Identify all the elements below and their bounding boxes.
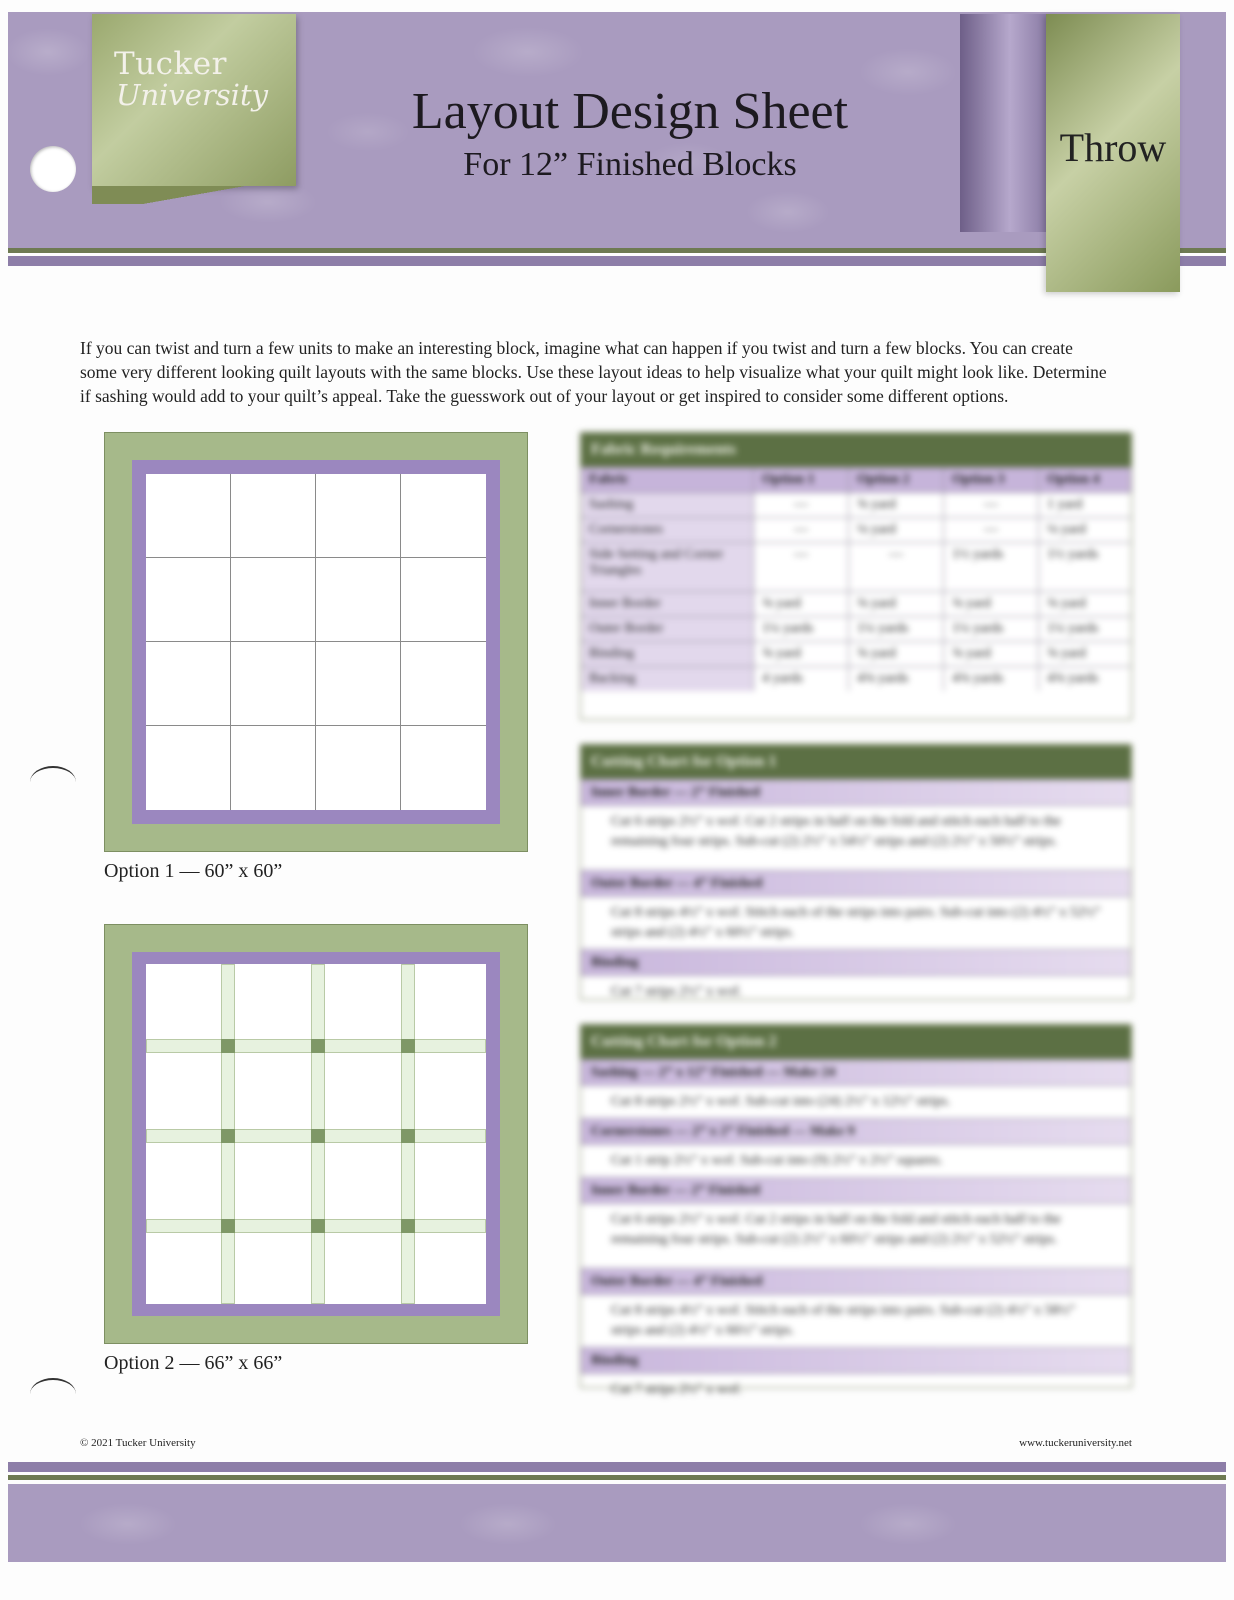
table-cell: ⅛ yard xyxy=(848,518,943,542)
table-row xyxy=(581,641,1131,666)
table-title: Cutting Chart for Option 1 xyxy=(581,745,1131,779)
size-tab-label: Throw xyxy=(1059,125,1167,170)
column-header: Fabric xyxy=(581,468,753,492)
cornerstone xyxy=(311,1129,325,1143)
table-cell: Cornerstones xyxy=(581,518,753,542)
table-cell: ⅜ yard xyxy=(1038,592,1131,616)
grid-line xyxy=(146,725,486,726)
table-cell: ⅜ yard xyxy=(753,592,848,616)
cornerstone xyxy=(311,1219,325,1233)
cornerstone xyxy=(221,1219,235,1233)
table-cell: Side Setting and Corner Triangles xyxy=(581,543,753,591)
grid-line xyxy=(146,641,486,642)
header-rule-green xyxy=(8,248,1226,253)
binder-hole-arc-2 xyxy=(30,1378,76,1410)
table-cell: 4⅜ yards xyxy=(943,667,1038,691)
cornerstone xyxy=(311,1039,325,1053)
section-text: Cut 7 strips 2½” x wof. xyxy=(581,975,1131,1008)
column-header: Option 4 xyxy=(1038,468,1131,492)
binder-hole-arc-1 xyxy=(30,766,76,798)
section-text: Cut 8 strips 2½” x wof. Sub-cut into (24) 2½” x 12½” strips. xyxy=(581,1085,1131,1118)
table-cell: ⅝ yard xyxy=(848,493,943,517)
page-subtitle: For 12” Finished Blocks xyxy=(463,146,797,183)
grid-line xyxy=(230,474,231,810)
section-text: Cut 6 strips 2½” x wof. Cut 2 strips in half on the fold and stitch each half to the remaining four strips. Sub-cut (2) 2½” x 60½” strips and (2) 2½” x 52½” strips. xyxy=(581,1203,1131,1268)
table-cell: Outer Border xyxy=(581,617,753,641)
table-cell: 1 yard xyxy=(1038,493,1131,517)
table-cell: 4 yards xyxy=(753,667,848,691)
section-text: Cut 8 strips 4½” x wof. Stitch each of the strips into pairs. Sub-cut into (2) 4½” x 52½” strips and (2) 4½” x 60½” strips. xyxy=(581,896,1131,949)
section-text: Cut 1 strip 2½” x wof. Sub-cut into (9) 2½” x 2½” squares. xyxy=(581,1144,1131,1177)
table-cell: — xyxy=(943,518,1038,542)
table-cell: 1¼ yards xyxy=(1038,617,1131,641)
table-row xyxy=(581,517,1131,542)
table-cell: ⅜ yard xyxy=(848,592,943,616)
grid-line xyxy=(315,474,316,810)
table-cell: 4⅜ yards xyxy=(848,667,943,691)
intro-paragraph: If you can twist and turn a few units to make an interesting block, imagine what can happen if you twist and turn a few blocks. You can create some very different looking quilt layouts with the same blocks. Use these layout ideas to help visualize what your quilt might look like. Determine if sashing would add to your quilt’s appeal. Take the guesswork out of your layout or get inspired to consider some different options. xyxy=(80,337,1107,406)
table-row xyxy=(581,542,1131,591)
block-field xyxy=(146,964,486,1304)
table-title: Fabric Requirements xyxy=(581,433,1131,467)
table-cell: Binding xyxy=(581,642,753,666)
table-cell: ⅝ yard xyxy=(848,642,943,666)
binder-hole xyxy=(30,146,76,192)
column-header: Option 1 xyxy=(753,468,848,492)
section-heading: Outer Border — 4” Finished xyxy=(581,870,1131,896)
quilt-option-2 xyxy=(104,924,528,1344)
size-ribbon-purple xyxy=(960,14,1060,232)
section-heading: Binding xyxy=(581,949,1131,975)
section-heading: Cornerstones — 2” x 2” Finished — Make 9 xyxy=(581,1118,1131,1144)
website-url: www.tuckeruniversity.net xyxy=(1019,1437,1132,1449)
table-cell: ⅝ yard xyxy=(753,642,848,666)
table-cell: Inner Border xyxy=(581,592,753,616)
section-heading: Inner Border — 2” Finished xyxy=(581,1177,1131,1203)
table-cell: 1½ yards xyxy=(943,543,1038,591)
table-cell: — xyxy=(753,518,848,542)
column-header: Option 3 xyxy=(943,468,1038,492)
table-cell: ⅛ yard xyxy=(1038,518,1131,542)
fabric-requirements-table xyxy=(580,432,1132,720)
cornerstone xyxy=(221,1129,235,1143)
cutting-chart-option-1 xyxy=(580,744,1132,1000)
logo-text-university: University xyxy=(116,78,268,112)
table-cell: ⅝ yard xyxy=(943,642,1038,666)
table-header-row xyxy=(581,467,1131,492)
table-cell: — xyxy=(753,493,848,517)
section-heading: Binding xyxy=(581,1347,1131,1373)
table-cell: 1¼ yards xyxy=(848,617,943,641)
table-cell: ⅜ yard xyxy=(943,592,1038,616)
table-row xyxy=(581,666,1131,691)
logo-text-tucker: Tucker xyxy=(114,46,227,82)
copyright-text: © 2021 Tucker University xyxy=(80,1437,196,1449)
table-cell: 1¼ yards xyxy=(943,617,1038,641)
column-header: Option 2 xyxy=(848,468,943,492)
table-title: Cutting Chart for Option 2 xyxy=(581,1025,1131,1059)
option-2-label: Option 2 — 66” x 66” xyxy=(104,1352,283,1374)
table-cell: ⅝ yard xyxy=(1038,642,1131,666)
table-cell: Backing xyxy=(581,667,753,691)
section-text: Cut 7 strips 2½” x wof. xyxy=(581,1373,1131,1406)
cornerstone xyxy=(401,1039,415,1053)
cutting-chart-option-2 xyxy=(580,1024,1132,1397)
section-text: Cut 8 strips 4½” x wof. Stitch each of the strips into pairs. Sub-cut (2) 4½” x 58½” strips and (2) 4½” x 66½” strips. xyxy=(581,1294,1131,1347)
footer-banner xyxy=(8,1484,1226,1562)
page-title: Layout Design Sheet xyxy=(411,83,849,140)
header-rule-purple xyxy=(8,256,1226,266)
section-text: Cut 6 strips 2½” x wof. Cut 2 strips in half on the fold and stitch each half to the remaining four strips. Sub-cut (2) 2½” x 54½” strips and (2) 2½” x 50½” strips. xyxy=(581,805,1131,870)
table-row xyxy=(581,616,1131,641)
section-heading: Inner Border — 2” Finished xyxy=(581,779,1131,805)
cornerstone xyxy=(401,1219,415,1233)
table-cell: Sashing xyxy=(581,493,753,517)
grid-line xyxy=(146,557,486,558)
footer-rule-green xyxy=(8,1475,1226,1480)
footer-rule-purple xyxy=(8,1462,1226,1472)
quilt-option-1 xyxy=(104,432,528,852)
section-heading: Sashing — 2” x 12” Finished — Make 24 xyxy=(581,1059,1131,1085)
table-row xyxy=(581,591,1131,616)
table-cell: 1½ yards xyxy=(1038,543,1131,591)
table-cell: 4⅜ yards xyxy=(1038,667,1131,691)
block-field xyxy=(146,474,486,810)
table-cell: 1¼ yards xyxy=(753,617,848,641)
table-row xyxy=(581,492,1131,517)
grid-line xyxy=(400,474,401,810)
cornerstone xyxy=(221,1039,235,1053)
table-cell: — xyxy=(848,543,943,591)
cornerstone xyxy=(401,1129,415,1143)
table-cell: — xyxy=(753,543,848,591)
table-cell: — xyxy=(943,493,1038,517)
option-1-label: Option 1 — 60” x 60” xyxy=(104,860,283,882)
section-heading: Outer Border — 4” Finished xyxy=(581,1268,1131,1294)
